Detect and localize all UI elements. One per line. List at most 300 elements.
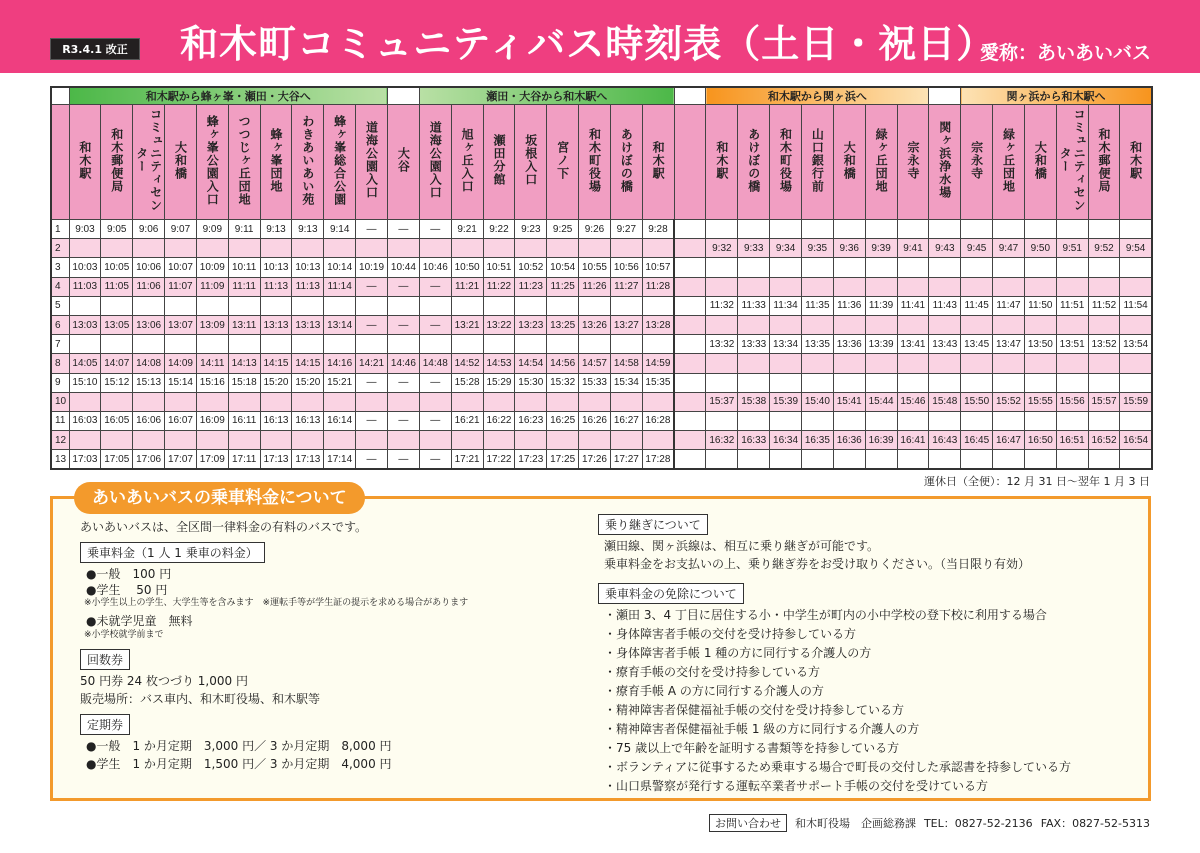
departure-time: 16:28 — [642, 411, 674, 430]
departure-time: 16:27 — [610, 411, 642, 430]
departure-time — [642, 431, 674, 450]
exemption-item: ・瀬田 3、4 丁目に居住する小・中学生が町内の小中学校の登下校に利用する場合 — [604, 608, 1047, 622]
exemption-item: ・精神障害者保健福祉手帳 1 級の方に同行する介護人の方 — [604, 722, 920, 736]
departure-time — [929, 450, 961, 469]
departure-time — [196, 392, 228, 411]
timetable-row — [51, 296, 1152, 315]
departure-time — [961, 277, 993, 296]
timetable-row — [51, 277, 1152, 296]
stop-header — [610, 105, 642, 220]
departure-time: 15:59 — [1120, 392, 1152, 411]
departure-time — [579, 431, 611, 450]
departure-time — [515, 296, 547, 315]
departure-time: 9:27 — [610, 220, 642, 239]
departure-time — [833, 315, 865, 334]
departure-time — [610, 239, 642, 258]
departure-time — [324, 392, 356, 411]
departure-time — [101, 239, 133, 258]
departure-time — [547, 335, 579, 354]
departure-time — [292, 431, 324, 450]
departure-time: 10:55 — [579, 258, 611, 277]
departure-time: 10:06 — [133, 258, 165, 277]
departure-time — [260, 431, 292, 450]
departure-time: 9:14 — [324, 220, 356, 239]
closed-days-note: 運休日（全便）：12 月 31 日〜翌年 1 月 3 日 — [924, 475, 1150, 488]
departure-time — [993, 450, 1025, 469]
departure-time: 16:25 — [547, 411, 579, 430]
departure-time: 10:13 — [292, 258, 324, 277]
departure-time — [642, 392, 674, 411]
departure-time — [833, 373, 865, 392]
contact-label: お問い合わせ — [709, 814, 787, 832]
departure-time — [1024, 373, 1056, 392]
stop-header — [228, 105, 260, 220]
departure-time — [1120, 258, 1152, 277]
row-number-header — [51, 87, 69, 105]
departure-time: 10:50 — [451, 258, 483, 277]
departure-time — [228, 335, 260, 354]
stop-name: 和木町役場 — [587, 127, 602, 193]
departure-time: 11:47 — [993, 296, 1025, 315]
stop-name: 緑ヶ丘団地 — [1001, 127, 1016, 193]
stop-name: 旭ヶ丘入口 — [460, 127, 475, 193]
exemption-item: ・精神障害者保健福祉手帳の交付を受け持参している方 — [604, 703, 905, 717]
contact-fax: FAX：0827-52-5313 — [1040, 817, 1150, 830]
departure-time — [133, 335, 165, 354]
stop-header — [101, 105, 133, 220]
departure-time — [260, 239, 292, 258]
departure-time — [674, 296, 706, 315]
timetable-row — [51, 392, 1152, 411]
departure-time — [897, 277, 929, 296]
fare-general: ●一般 100 円 — [86, 567, 172, 581]
departure-time: 9:41 — [897, 239, 929, 258]
departure-time — [929, 258, 961, 277]
departure-time — [833, 277, 865, 296]
departure-time: 10:46 — [419, 258, 451, 277]
departure-time: 17:09 — [196, 450, 228, 469]
departure-time — [706, 354, 738, 373]
departure-time — [1088, 277, 1120, 296]
departure-time — [674, 335, 706, 354]
departure-time: 11:26 — [579, 277, 611, 296]
departure-time: 10:09 — [196, 258, 228, 277]
departure-time — [547, 431, 579, 450]
departure-time — [356, 392, 388, 411]
departure-time: 13:14 — [324, 315, 356, 334]
departure-time — [515, 392, 547, 411]
departure-time — [69, 296, 101, 315]
departure-time — [1056, 373, 1088, 392]
departure-time: 17:14 — [324, 450, 356, 469]
departure-time — [897, 373, 929, 392]
departure-time — [961, 315, 993, 334]
stop-name: わきあいあい苑 — [300, 114, 315, 206]
stop-name: 山口銀行前 — [810, 127, 825, 193]
route-header-seta-to-waki: 瀬田・大谷から和木駅へ — [419, 87, 674, 105]
departure-time: 13:22 — [483, 315, 515, 334]
departure-time — [101, 335, 133, 354]
departure-time — [228, 392, 260, 411]
stop-name: 和木駅 — [1128, 140, 1143, 180]
departure-time — [1120, 277, 1152, 296]
departure-time: 11:35 — [801, 296, 833, 315]
departure-time: 11:05 — [101, 277, 133, 296]
timetable-row — [51, 411, 1152, 430]
departure-time: 9:35 — [801, 239, 833, 258]
trip-number: 7 — [51, 335, 69, 354]
departure-time: — — [419, 373, 451, 392]
departure-time: 11:13 — [292, 277, 324, 296]
departure-time — [1088, 258, 1120, 277]
departure-time: 11:54 — [1120, 296, 1152, 315]
exemption-item: ・山口県警察が発行する運転卒業者サポート手帳の交付を受けている方 — [604, 779, 989, 793]
departure-time — [993, 277, 1025, 296]
page-title: 和木町コミュニティバス時刻表（土日・祝日） — [180, 22, 996, 66]
departure-time: 15:50 — [961, 392, 993, 411]
departure-time: 14:21 — [356, 354, 388, 373]
departure-time: 11:28 — [642, 277, 674, 296]
stop-header — [579, 105, 611, 220]
departure-time: 13:27 — [610, 315, 642, 334]
departure-time: 13:50 — [1024, 335, 1056, 354]
departure-time — [579, 335, 611, 354]
departure-time — [1056, 220, 1088, 239]
departure-time — [1024, 450, 1056, 469]
departure-time: 11:09 — [196, 277, 228, 296]
stop-name: 和木駅 — [714, 140, 729, 180]
stop-header — [642, 105, 674, 220]
departure-time — [1056, 277, 1088, 296]
fare-details — [80, 518, 590, 773]
departure-time — [674, 277, 706, 296]
departure-time: 11:21 — [451, 277, 483, 296]
departure-time: 10:13 — [260, 258, 292, 277]
stop-header — [451, 105, 483, 220]
departure-time — [1088, 220, 1120, 239]
departure-time: 13:52 — [1088, 335, 1120, 354]
departure-time — [642, 239, 674, 258]
stop-header — [324, 105, 356, 220]
departure-time — [770, 450, 802, 469]
departure-time — [69, 431, 101, 450]
departure-time — [451, 296, 483, 315]
departure-time — [419, 431, 451, 450]
stop-header — [356, 105, 388, 220]
departure-time: 15:41 — [833, 392, 865, 411]
bus-nickname: 愛称：あいあいバス — [980, 42, 1152, 64]
fare-student: ●学生 50 円 — [86, 583, 168, 597]
trip-number: 10 — [51, 392, 69, 411]
transfer-line-1: 瀬田線、関ヶ浜線は、相互に乗り継ぎが可能です。 — [604, 539, 880, 553]
departure-time — [515, 239, 547, 258]
departure-time: 11:23 — [515, 277, 547, 296]
stop-header — [388, 105, 420, 220]
departure-time: 9:45 — [961, 239, 993, 258]
departure-time — [419, 239, 451, 258]
departure-time: — — [419, 220, 451, 239]
departure-time — [101, 392, 133, 411]
departure-time: 15:28 — [451, 373, 483, 392]
departure-time: 11:03 — [69, 277, 101, 296]
departure-time — [356, 335, 388, 354]
departure-time: 14:07 — [101, 354, 133, 373]
departure-time — [451, 335, 483, 354]
departure-time — [1024, 258, 1056, 277]
stop-header — [993, 105, 1025, 220]
departure-time — [133, 431, 165, 450]
departure-time — [324, 296, 356, 315]
departure-time: 16:51 — [1056, 431, 1088, 450]
departure-time: — — [388, 450, 420, 469]
departure-time — [961, 450, 993, 469]
departure-time: 16:36 — [833, 431, 865, 450]
departure-time — [69, 239, 101, 258]
departure-time: 9:50 — [1024, 239, 1056, 258]
departure-time: 16:50 — [1024, 431, 1056, 450]
departure-time: 17:21 — [451, 450, 483, 469]
departure-time — [228, 431, 260, 450]
departure-time: 17:22 — [483, 450, 515, 469]
departure-time: 9:22 — [483, 220, 515, 239]
departure-time — [993, 220, 1025, 239]
departure-time: 15:46 — [897, 392, 929, 411]
departure-time: 14:15 — [260, 354, 292, 373]
departure-time: — — [388, 373, 420, 392]
timetable-row — [51, 431, 1152, 450]
fare-section-title: あいあいバスの乗車料金について — [74, 482, 365, 514]
departure-time: 16:39 — [865, 431, 897, 450]
departure-time: 11:25 — [547, 277, 579, 296]
departure-time — [228, 239, 260, 258]
transfer-line-2: 乗車料金をお支払いの上、乗り継ぎ券をお受け取りください。（当日限り有効） — [604, 557, 1031, 571]
departure-time: — — [388, 411, 420, 430]
stop-header — [1120, 105, 1152, 220]
timetable-row — [51, 315, 1152, 334]
departure-time: 14:05 — [69, 354, 101, 373]
departure-time: 9:33 — [738, 239, 770, 258]
exemption-item: ・身体障害者手帳の交付を受け持参している方 — [604, 627, 857, 641]
departure-time — [1120, 411, 1152, 430]
departure-time: 17:07 — [165, 450, 197, 469]
departure-time — [610, 431, 642, 450]
departure-time — [483, 296, 515, 315]
timetable-row — [51, 373, 1152, 392]
departure-time — [929, 277, 961, 296]
departure-time: 13:51 — [1056, 335, 1088, 354]
departure-time: 13:23 — [515, 315, 547, 334]
departure-time — [610, 335, 642, 354]
departure-time — [770, 315, 802, 334]
departure-time: 9:03 — [69, 220, 101, 239]
departure-time: — — [388, 220, 420, 239]
departure-time — [801, 450, 833, 469]
departure-time — [929, 411, 961, 430]
stop-name: 宗永寺 — [969, 140, 984, 180]
departure-time: 15:32 — [547, 373, 579, 392]
departure-time: 15:57 — [1088, 392, 1120, 411]
departure-time — [706, 220, 738, 239]
departure-time — [196, 239, 228, 258]
departure-time: 16:05 — [101, 411, 133, 430]
departure-time: 11:32 — [706, 296, 738, 315]
transfer-and-exemption — [598, 508, 1138, 796]
departure-time: 15:16 — [196, 373, 228, 392]
departure-time: — — [419, 411, 451, 430]
departure-time — [801, 220, 833, 239]
departure-time — [1056, 315, 1088, 334]
departure-time: 15:55 — [1024, 392, 1056, 411]
departure-time — [674, 354, 706, 373]
departure-time: 11:11 — [228, 277, 260, 296]
departure-time — [356, 296, 388, 315]
departure-time — [165, 335, 197, 354]
departure-time — [356, 239, 388, 258]
departure-time: 16:13 — [260, 411, 292, 430]
route-header-sekigahama-to-waki: 関ヶ浜から和木駅へ — [961, 87, 1152, 105]
stop-header — [1088, 105, 1120, 220]
departure-time — [1120, 315, 1152, 334]
departure-time — [1120, 354, 1152, 373]
departure-time — [865, 258, 897, 277]
departure-time — [292, 239, 324, 258]
departure-time: 15:14 — [165, 373, 197, 392]
departure-time — [196, 335, 228, 354]
departure-time — [929, 373, 961, 392]
departure-time: 16:41 — [897, 431, 929, 450]
departure-time: — — [356, 450, 388, 469]
departure-time: — — [356, 373, 388, 392]
coupon-label: 回数券 — [80, 649, 130, 670]
departure-time: — — [356, 315, 388, 334]
departure-time — [833, 354, 865, 373]
departure-time — [451, 392, 483, 411]
departure-time — [897, 411, 929, 430]
departure-time — [706, 450, 738, 469]
departure-time — [674, 431, 706, 450]
departure-time — [801, 258, 833, 277]
stop-name: コミュニティセンター — [134, 108, 163, 212]
departure-time: — — [388, 277, 420, 296]
timetable — [50, 86, 1153, 470]
departure-time — [388, 335, 420, 354]
departure-time — [642, 296, 674, 315]
departure-time: 11:52 — [1088, 296, 1120, 315]
departure-time — [451, 431, 483, 450]
stop-names-row — [51, 105, 1152, 220]
departure-time: 14:11 — [196, 354, 228, 373]
departure-time: 10:14 — [324, 258, 356, 277]
departure-time: 15:10 — [69, 373, 101, 392]
departure-time — [801, 315, 833, 334]
departure-time — [993, 373, 1025, 392]
departure-time — [483, 431, 515, 450]
departure-time: 16:13 — [292, 411, 324, 430]
departure-time: 9:32 — [706, 239, 738, 258]
departure-time — [865, 450, 897, 469]
stop-name: 和木駅 — [77, 140, 92, 180]
departure-time: 17:13 — [292, 450, 324, 469]
exemption-item: ・療育手帳の交付を受け持参している方 — [604, 665, 821, 679]
exemption-item: ・身体障害者手帳 1 種の方に同行する介護人の方 — [604, 646, 872, 660]
departure-time — [133, 296, 165, 315]
stop-header — [547, 105, 579, 220]
departure-time: 9:13 — [292, 220, 324, 239]
departure-time — [1024, 220, 1056, 239]
exemption-label: 乗車料金の免除について — [598, 583, 744, 604]
exemption-list — [598, 606, 1138, 796]
departure-time: 15:13 — [133, 373, 165, 392]
departure-time: 15:20 — [292, 373, 324, 392]
departure-time: 9:21 — [451, 220, 483, 239]
fare-preschool: ●未就学児童 無料 — [86, 614, 193, 628]
timetable-row — [51, 354, 1152, 373]
departure-time — [833, 220, 865, 239]
departure-time: 10:11 — [228, 258, 260, 277]
stop-name: 道海公園入口 — [428, 121, 443, 199]
departure-time: 9:23 — [515, 220, 547, 239]
departure-time: 15:20 — [260, 373, 292, 392]
departure-time: 9:09 — [196, 220, 228, 239]
stop-header — [515, 105, 547, 220]
departure-time: — — [419, 277, 451, 296]
departure-time — [165, 296, 197, 315]
trip-number: 11 — [51, 411, 69, 430]
stop-header — [165, 105, 197, 220]
departure-time — [865, 354, 897, 373]
departure-time: 11:43 — [929, 296, 961, 315]
timetable-row — [51, 258, 1152, 277]
departure-time: 9:43 — [929, 239, 961, 258]
departure-time: 16:09 — [196, 411, 228, 430]
pass-student: ●学生 1 か月定期 1,500 円／ 3 か月定期 4,000 円 — [86, 757, 392, 771]
trip-number: 2 — [51, 239, 69, 258]
stop-name: 坂根入口 — [523, 134, 538, 186]
departure-time — [865, 220, 897, 239]
departure-time: 13:54 — [1120, 335, 1152, 354]
departure-time — [579, 296, 611, 315]
departure-time — [897, 315, 929, 334]
trip-number: 1 — [51, 220, 69, 239]
stop-header — [196, 105, 228, 220]
stop-name: 大和橋 — [842, 140, 857, 180]
trip-number: 8 — [51, 354, 69, 373]
departure-time: 11:51 — [1056, 296, 1088, 315]
departure-time — [961, 220, 993, 239]
departure-time — [1056, 411, 1088, 430]
stop-header — [801, 105, 833, 220]
departure-time — [993, 258, 1025, 277]
departure-time — [101, 431, 133, 450]
departure-time — [865, 411, 897, 430]
departure-time — [929, 315, 961, 334]
departure-time — [961, 411, 993, 430]
departure-time — [419, 335, 451, 354]
departure-time — [706, 258, 738, 277]
departure-time: 16:21 — [451, 411, 483, 430]
departure-time: 17:06 — [133, 450, 165, 469]
departure-time: 15:38 — [738, 392, 770, 411]
departure-time: 13:35 — [801, 335, 833, 354]
departure-time — [515, 431, 547, 450]
departure-time — [1056, 450, 1088, 469]
departure-time: 16:26 — [579, 411, 611, 430]
departure-time — [1088, 373, 1120, 392]
departure-time: 11:41 — [897, 296, 929, 315]
departure-time — [292, 296, 324, 315]
departure-time — [801, 373, 833, 392]
departure-time — [451, 239, 483, 258]
